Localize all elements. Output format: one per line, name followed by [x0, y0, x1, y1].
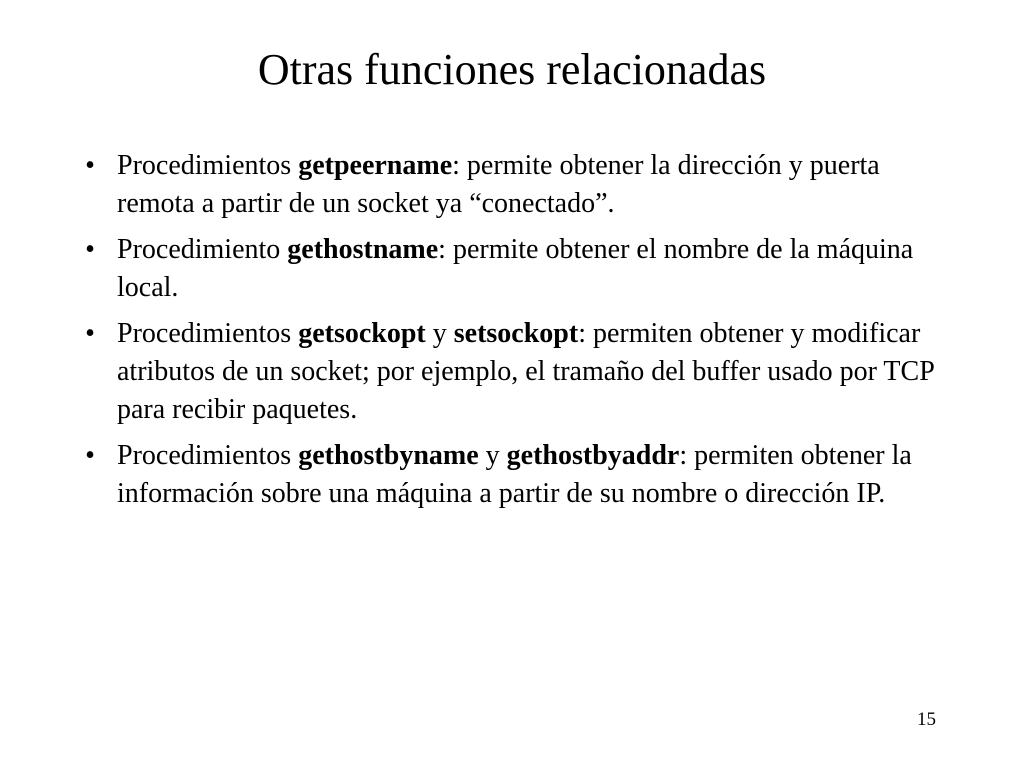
bullet-item-gethostby — [80, 437, 940, 513]
bullet-item-gethostname — [80, 231, 940, 307]
function-name: gethostbyname — [298, 440, 479, 471]
bullet-list — [80, 147, 940, 521]
bullet-icon: • — [85, 318, 95, 349]
function-name: gethostbyaddr — [506, 440, 680, 471]
bullet-description: : permiten obtener la información sobre una máquina a partir de su nombre o dirección IP. — [117, 440, 912, 509]
bullet-prefix: Procedimiento — [117, 234, 288, 265]
bullet-connector: y — [425, 318, 454, 349]
bullet-icon: • — [85, 440, 95, 471]
slide-title: Otras funciones relacionadas — [257, 45, 767, 94]
bullet-item-sockopt — [80, 315, 940, 429]
bullet-description: : permiten obtener y modificar atributos de un socket; por ejemplo, el tramaño del buffer usado por TCP para recibir paquetes. — [117, 318, 934, 425]
bullet-prefix: Procedimientos — [117, 440, 299, 471]
page-number: 15 — [917, 709, 936, 730]
bullet-description: : permite obtener el nombre de la máquina local. — [117, 234, 914, 303]
bullet-connector: y — [478, 440, 507, 471]
bullet-icon: • — [85, 234, 95, 265]
function-name: setsockopt — [453, 318, 579, 349]
function-name: getsockopt — [298, 318, 426, 349]
bullet-prefix: Procedimientos — [117, 150, 299, 181]
bullet-prefix: Procedimientos — [117, 318, 299, 349]
bullet-item-getpeername — [80, 147, 940, 223]
bullet-icon: • — [85, 150, 95, 181]
function-name: getpeername — [298, 150, 453, 181]
function-name: gethostname — [287, 234, 439, 265]
bullet-description: : permite obtener la dirección y puerta remota a partir de un socket ya “conectado”. — [117, 150, 880, 219]
